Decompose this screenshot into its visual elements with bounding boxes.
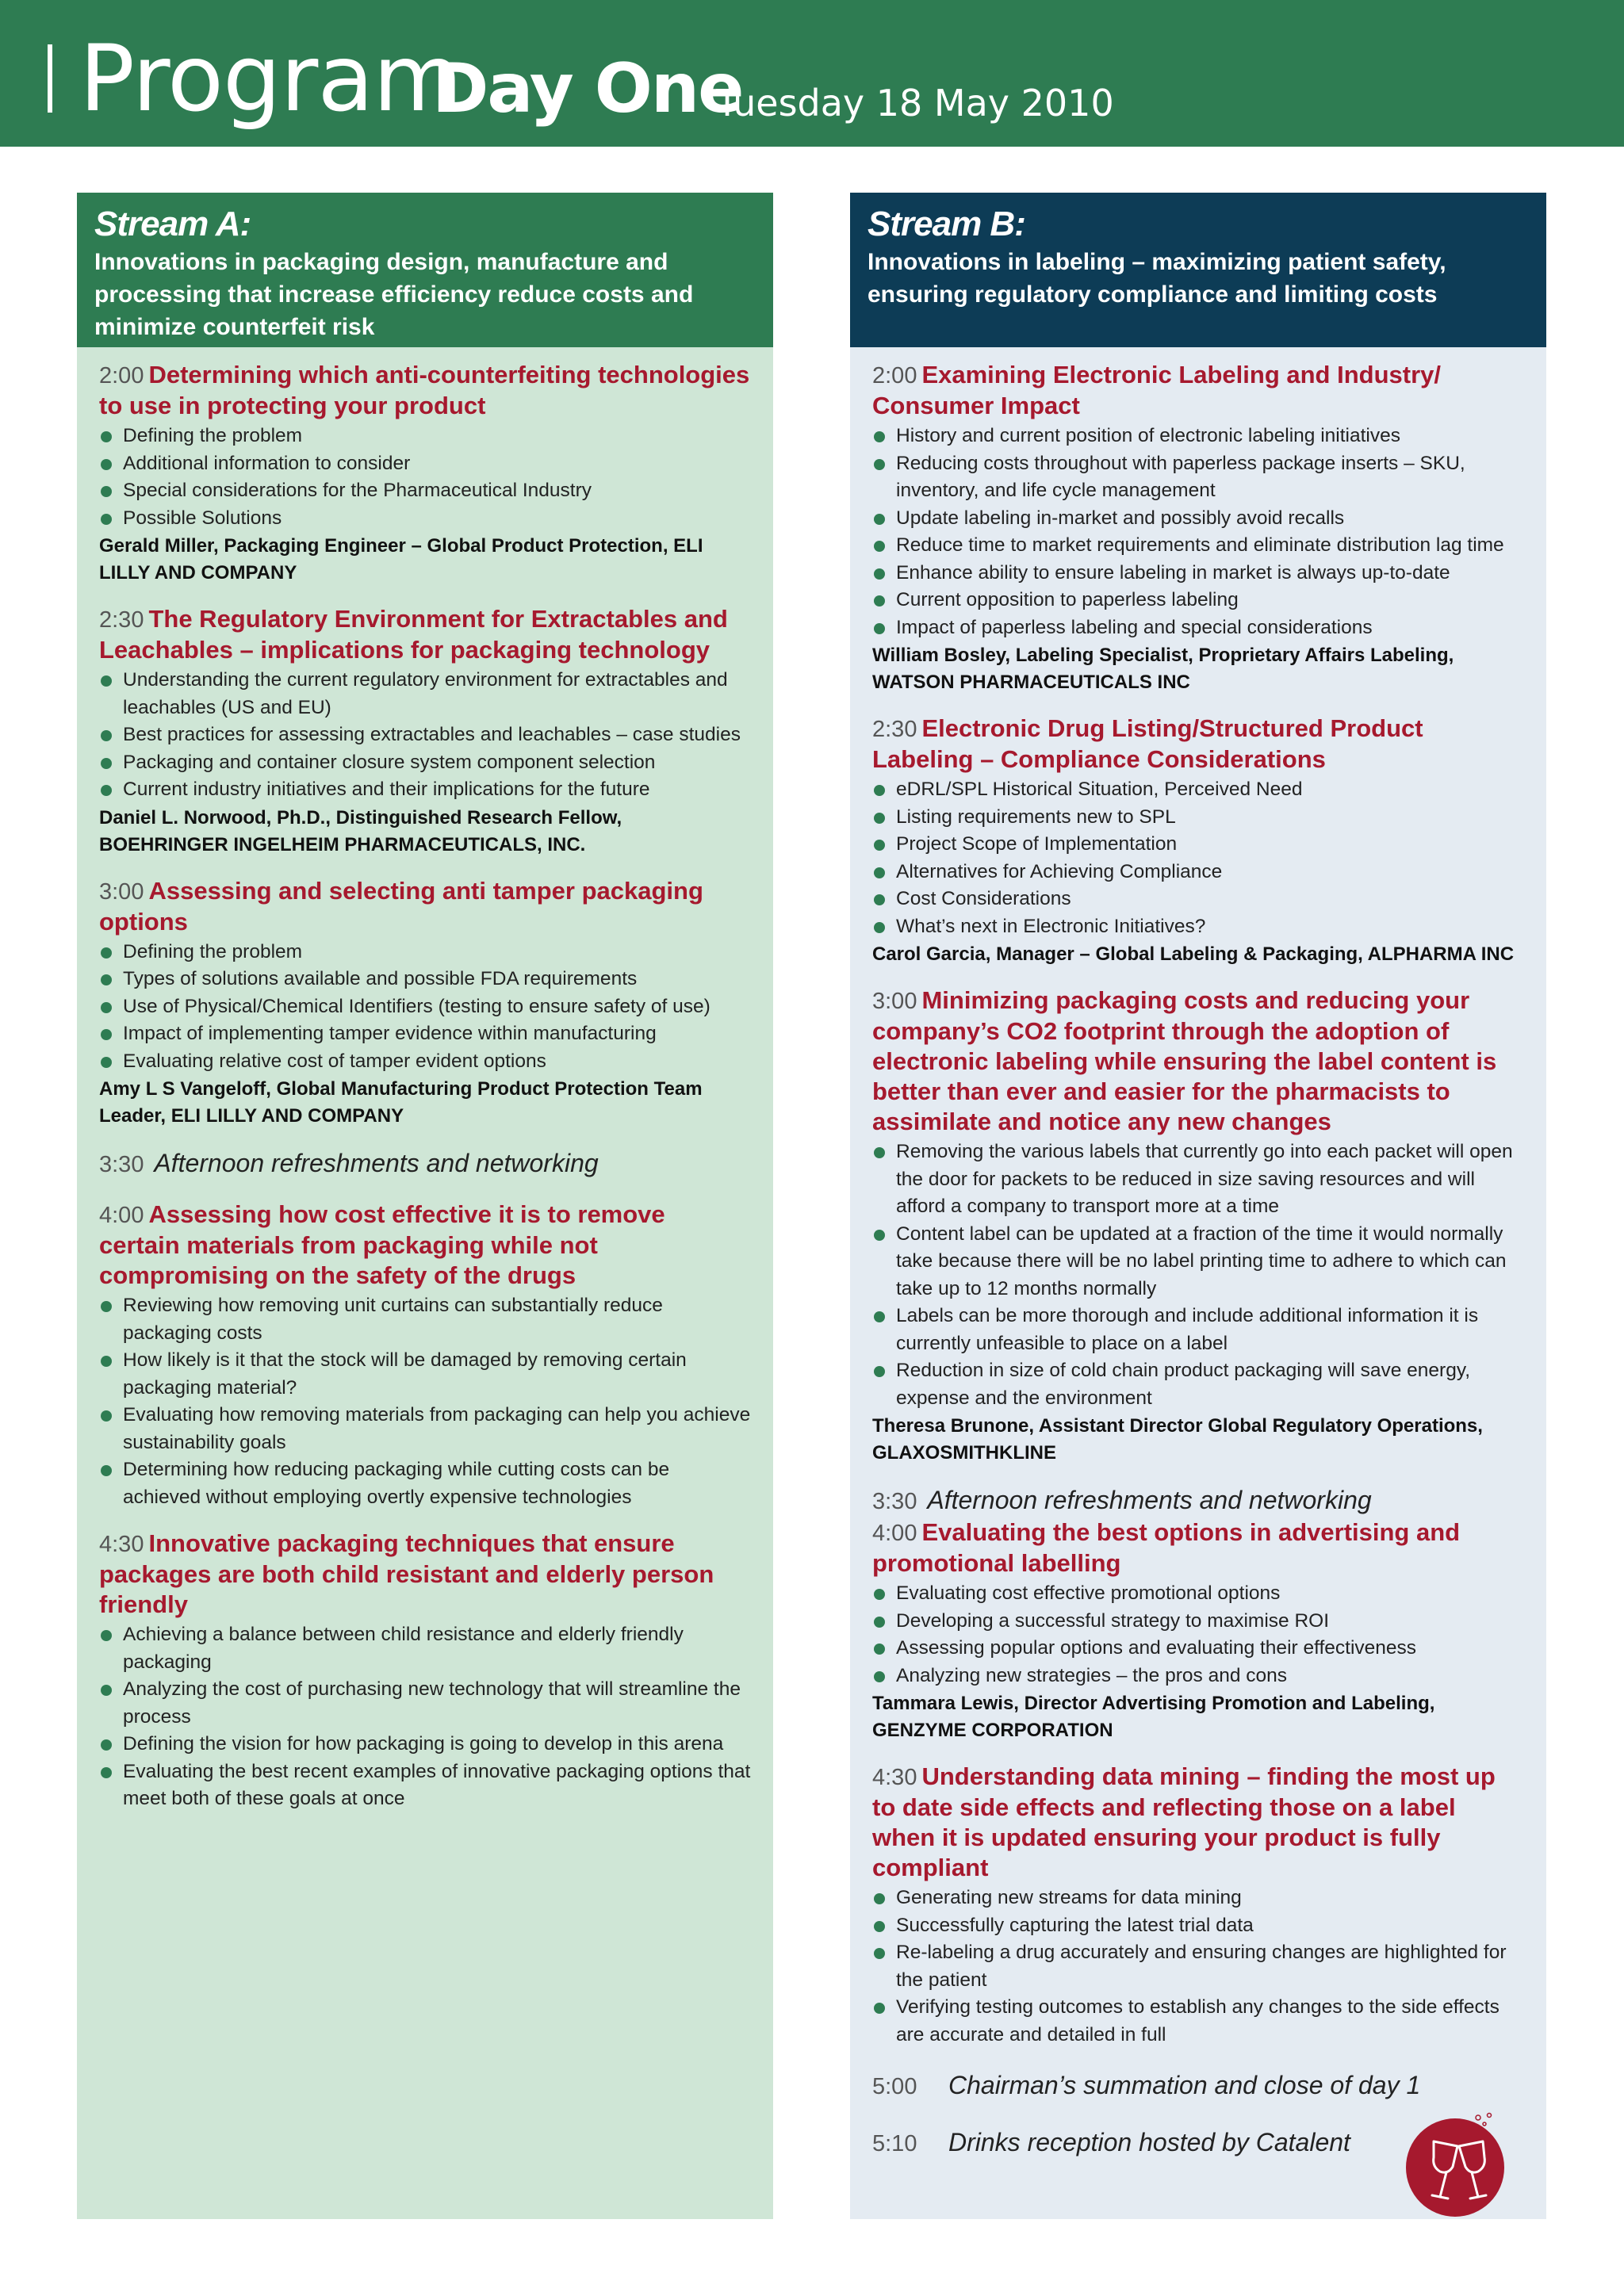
list-item: Developing a successful strategy to maximise ROI — [872, 1608, 1524, 1636]
list-item: Current opposition to paperless labeling — [872, 587, 1524, 614]
session-time: 2:30 — [872, 717, 917, 742]
session-title — [872, 1517, 1524, 1578]
list-item: Evaluating relative cost of tamper evident options — [99, 1048, 751, 1076]
stream-a-header — [77, 193, 773, 347]
session — [872, 985, 1524, 1467]
session — [99, 360, 751, 587]
session-time: 4:00 — [99, 1203, 144, 1228]
header-date: Tuesday 18 May 2010 — [716, 82, 1114, 124]
list-item: Reducing costs throughout with paperless package inserts – SKU, inventory, and life cycle management — [872, 450, 1524, 505]
session-title — [872, 714, 1524, 775]
stream-a-column — [77, 193, 773, 2219]
closing-label: Chairman’s summation and close of day 1 — [948, 2071, 1421, 2099]
session — [872, 1762, 1524, 2049]
list-item: What’s next in Electronic Initiatives? — [872, 913, 1524, 941]
list-item: Successfully capturing the latest trial data — [872, 1912, 1524, 1940]
session-title-text: The Regulatory Environment for Extractables and Leachables – implications for packaging technology — [99, 605, 728, 664]
session-time: 4:00 — [872, 1521, 917, 1546]
list-item: Reduce time to market requirements and eliminate distribution lag time — [872, 532, 1524, 560]
session-title-text: Assessing and selecting anti tamper packaging options — [99, 876, 703, 936]
list-item: Analyzing the cost of purchasing new technology that will streamline the process — [99, 1676, 751, 1731]
session-time: 4:30 — [99, 1532, 144, 1557]
bullet-list — [872, 423, 1524, 641]
stream-a-subtitle: Innovations in packaging design, manufacture and processing that increase efficiency reduce costs and minimize counterfeit risk — [94, 249, 694, 340]
session-title — [872, 360, 1524, 421]
list-item: Verifying testing outcomes to establish any changes to the side effects are accurate and detailed in full — [872, 1994, 1524, 2049]
speaker: William Bosley, Labeling Specialist, Proprietary Affairs Labeling, WATSON PHARMACEUTICALS INC — [872, 645, 1454, 693]
list-item: Enhance ability to ensure labeling in market is always up-to-date — [872, 560, 1524, 587]
drinks-glasses-icon — [1402, 2111, 1508, 2218]
list-item: Labels can be more thorough and include additional information it is currently unfeasible to place on a label — [872, 1303, 1524, 1357]
list-item: Impact of paperless labeling and special considerations — [872, 614, 1524, 642]
list-item: Evaluating cost effective promotional options — [872, 1580, 1524, 1608]
list-item: Cost Considerations — [872, 886, 1524, 913]
bullet-list — [99, 1621, 751, 1813]
list-item: Possible Solutions — [99, 505, 751, 533]
session-time: 2:30 — [99, 607, 144, 633]
session-time: 2:00 — [99, 363, 144, 388]
closing-label: Drinks reception hosted by Catalent — [948, 2128, 1350, 2156]
stream-b-break — [872, 1484, 1524, 1517]
list-item: Evaluating how removing materials from packaging can help you achieve sustainability goals — [99, 1402, 751, 1456]
speaker: Tammara Lewis, Director Advertising Promotion and Labeling, GENZYME CORPORATION — [872, 1693, 1435, 1741]
list-item: Analyzing new strategies – the pros and cons — [872, 1663, 1524, 1690]
list-item: Assessing popular options and evaluating their effectiveness — [872, 1635, 1524, 1663]
closing-time: 5:10 — [872, 2131, 917, 2156]
session — [99, 604, 751, 859]
header-day: Day One — [432, 49, 743, 128]
break-time: 3:30 — [99, 1152, 144, 1177]
session-title — [872, 985, 1524, 1137]
session-title-text: Determining which anti-counterfeiting technologies to use in protecting your product — [99, 361, 750, 419]
session-time: 4:30 — [872, 1765, 917, 1790]
list-item: Impact of implementing tamper evidence within manufacturing — [99, 1020, 751, 1048]
list-item: Types of solutions available and possible FDA requirements — [99, 966, 751, 993]
session-time: 3:00 — [872, 989, 917, 1014]
list-item: Project Scope of Implementation — [872, 831, 1524, 859]
list-item: Removing the various labels that currently go into each packet will open the door for packets to be reduced in size saving resources and will afford a company to transport more at a time — [872, 1138, 1524, 1221]
bullet-list — [99, 939, 751, 1076]
session-title-text: Evaluating the best options in advertising and promotional labelling — [872, 1518, 1461, 1577]
session — [872, 1517, 1524, 1744]
session-title-text: Understanding data mining – finding the most up to date side effects and reflecting those on a label when it is updated ensuring your product is fully compliant — [872, 1762, 1496, 1881]
session-title-text: Examining Electronic Labeling and Industry/ Consumer Impact — [872, 361, 1442, 419]
session — [99, 1529, 751, 1813]
break-label: Afternoon refreshments and networking — [927, 1486, 1372, 1514]
speaker: Theresa Brunone, Assistant Director Global Regulatory Operations, GLAXOSMITHKLINE — [872, 1415, 1483, 1464]
session-title — [99, 876, 751, 937]
bullet-list — [99, 1292, 751, 1511]
stream-b-column — [850, 193, 1546, 2219]
bullet-list — [872, 776, 1524, 940]
list-item: Defining the vision for how packaging is going to develop in this arena — [99, 1731, 751, 1758]
bullet-list — [872, 1885, 1524, 2049]
header-program: Program — [79, 25, 462, 132]
list-item: Additional information to consider — [99, 450, 751, 478]
list-item: Content label can be updated at a fraction of the time it would normally take because there will be no label printing time to adhere to which can take up to 12 months normally — [872, 1221, 1524, 1303]
session-time: 2:00 — [872, 363, 917, 388]
speaker: Amy L S Vangeloff, Global Manufacturing Product Protection Team Leader, ELI LILLY AND COMPANY — [99, 1078, 703, 1127]
session — [872, 360, 1524, 696]
session-title-text: Electronic Drug Listing/Structured Product Labeling – Compliance Considerations — [872, 714, 1423, 773]
speaker: Daniel L. Norwood, Ph.D., Distinguished Research Fellow, BOEHRINGER INGELHEIM PHARMACEUTICALS, INC. — [99, 806, 622, 855]
list-item: eDRL/SPL Historical Situation, Perceived Need — [872, 776, 1524, 804]
stream-a-body — [77, 347, 773, 1813]
session — [872, 714, 1524, 968]
list-item: Evaluating the best recent examples of innovative packaging options that meet both of these goals at once — [99, 1758, 751, 1813]
list-item: Update labeling in-market and possibly avoid recalls — [872, 505, 1524, 533]
list-item: Defining the problem — [99, 423, 751, 450]
bullet-list — [872, 1138, 1524, 1412]
list-item: Generating new streams for data mining — [872, 1885, 1524, 1912]
list-item: Listing requirements new to SPL — [872, 804, 1524, 832]
list-item: History and current position of electronic labeling initiatives — [872, 423, 1524, 450]
session — [99, 1200, 751, 1511]
bullet-list — [872, 1580, 1524, 1689]
bullet-list — [99, 423, 751, 532]
list-item: Best practices for assessing extractables and leachables – case studies — [99, 721, 751, 749]
break-label: Afternoon refreshments and networking — [154, 1149, 599, 1177]
stream-b-body — [850, 347, 1546, 2160]
session-title — [99, 1529, 751, 1620]
speaker: Carol Garcia, Manager – Global Labeling & Packaging, ALPHARMA INC — [872, 943, 1515, 965]
session-title-text: Assessing how cost effective it is to remove certain materials from packaging while not compromising on the safety of the drugs — [99, 1200, 665, 1289]
closing-row — [872, 2069, 1524, 2103]
session-title — [872, 1762, 1524, 1883]
list-item: Achieving a balance between child resistance and elderly friendly packaging — [99, 1621, 751, 1676]
session-time: 3:00 — [99, 878, 144, 905]
session-title — [99, 360, 751, 421]
stream-b-title: Stream B: — [868, 205, 1025, 243]
closing-time: 5:00 — [872, 2074, 917, 2099]
list-item: Reviewing how removing unit curtains can substantially reduce packaging costs — [99, 1292, 751, 1347]
speaker: Gerald Miller, Packaging Engineer – Global Product Protection, ELI LILLY AND COMPANY — [99, 535, 703, 584]
session-title — [99, 1200, 751, 1291]
list-item: Packaging and container closure system component selection — [99, 749, 751, 777]
stream-b-header — [850, 193, 1546, 347]
list-item: Determining how reducing packaging while cutting costs can be achieved without employing overtly expensive technologies — [99, 1456, 751, 1511]
bullet-list — [99, 667, 751, 804]
list-item: Defining the problem — [99, 939, 751, 966]
stream-b-subtitle: Innovations in labeling – maximizing patient safety, ensuring regulatory compliance and limiting costs — [868, 249, 1446, 308]
list-item: Special considerations for the Pharmaceutical Industry — [99, 477, 751, 505]
list-item: Reduction in size of cold chain product packaging will save energy, expense and the environment — [872, 1357, 1524, 1412]
header-divider — [48, 44, 52, 113]
page-header — [0, 0, 1624, 147]
stream-a-title: Stream A: — [94, 205, 251, 243]
list-item: Alternatives for Achieving Compliance — [872, 859, 1524, 886]
list-item: How likely is it that the stock will be damaged by removing certain packaging material? — [99, 1347, 751, 1402]
session-title — [99, 604, 751, 665]
stream-a-break — [99, 1147, 751, 1181]
list-item: Current industry initiatives and their implications for the future — [99, 776, 751, 804]
list-item: Use of Physical/Chemical Identifiers (testing to ensure safety of use) — [99, 993, 751, 1021]
session-title-text: Innovative packaging techniques that ensure packages are both child resistant and elderly person friendly — [99, 1529, 714, 1618]
break-time: 3:30 — [872, 1489, 917, 1514]
session — [99, 876, 751, 1131]
list-item: Re-labeling a drug accurately and ensuring changes are highlighted for the patient — [872, 1939, 1524, 1994]
session-title-text: Minimizing packaging costs and reducing your company’s CO2 footprint through the adoption of electronic labeling while ensuring the label content is better than ever and easier for the pharmacists to assimilate and notice any new changes — [872, 986, 1497, 1135]
list-item: Understanding the current regulatory environment for extractables and leachables (US and EU) — [99, 667, 751, 721]
